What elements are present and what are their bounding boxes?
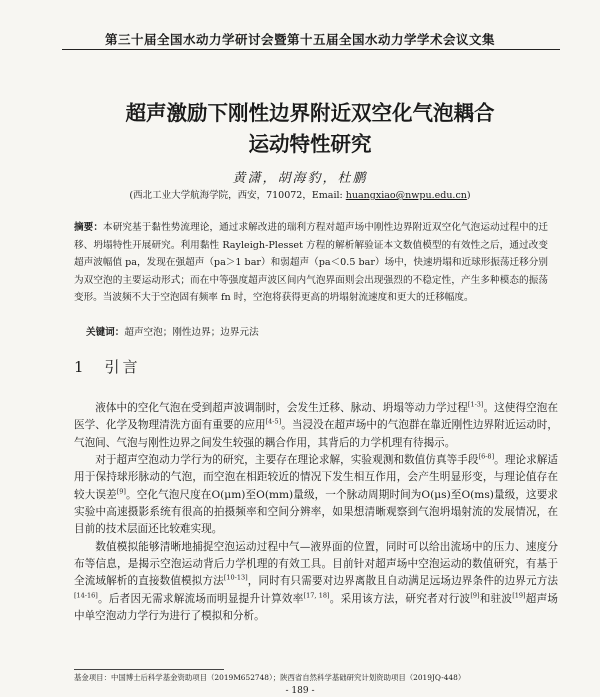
citation: [4-5]: [265, 417, 282, 426]
footnote-rule: [74, 669, 224, 670]
abstract-label: 摘要：: [74, 222, 104, 233]
citation: [1-3]: [467, 400, 484, 409]
affiliation-text: (西北工业大学航海学院，西安，710072，Email:: [129, 190, 343, 201]
citation: [9]: [116, 487, 126, 496]
paragraph-1: [74, 400, 558, 452]
footnote: 基金项目：中国博士后科学基金资助项目（2019M652748）；陕西省自然科学基础研究计划资助项目（2019JQ-448）: [74, 673, 466, 682]
running-header: 第三十届全国水动力学研讨会暨第十五届全国水动力学学术会议文集: [104, 32, 495, 47]
email-link[interactable]: huangxiao@nwpu.edu.cn: [345, 190, 467, 201]
affiliation: [0, 187, 600, 201]
p3-text-e: 和驻波: [479, 592, 513, 605]
page-number: - 189 -: [285, 686, 315, 696]
citation: [9]: [470, 591, 480, 600]
keywords-text: 超声空泡；刚性边界；边界元法: [124, 327, 259, 338]
citation: [19]: [512, 591, 526, 600]
p3-text-d: 。采用该方法，研究者对行波: [329, 592, 471, 605]
title-line-2: 运动特性研究: [248, 132, 372, 156]
citation: [10-13]: [223, 573, 248, 582]
abstract-text: 本研究基于黏性势流理论，通过求解改进的瑞利方程对超声场中刚性边界附近双空化气泡运动过程中的迁移、坍塌特性开展研究。利用黏性 Rayleigh-Plesset 方程的解析解验证本文数值模型的有效性之后，通过改变超声波幅值 pa，发现在强超声（pa＞1 bar）和弱超声（pa＜0.5 bar）场中，快速坍塌和近球形振荡迁移分别为双空泡的主要运动形式；而在中等强度超声波区间内气泡界面则会出现强烈的不稳定性，产生多种模态的振荡变形。当波频不大于空泡固有频率 fn 时，空泡将获得更高的坍塌射流速度和更大的迁移幅度。: [74, 222, 549, 304]
abstract: [74, 219, 548, 307]
p2-text-a: 对于超声空泡动力学行为的研究，主要存在理论求解，实验观测和数值仿真等手段: [95, 454, 479, 467]
affiliation-end: ): [466, 190, 471, 201]
p1-text-a: 液体中的空化气泡在受到超声波调制时，会发生迁移、脉动、坍塌等动力学过程: [95, 402, 468, 414]
body-text: [74, 400, 558, 625]
paragraph-3: [74, 539, 558, 626]
paper-title: [60, 98, 560, 160]
keywords-label: 关键词：: [86, 327, 125, 338]
p1-text-b: 。这使得空泡在医学、化学及物理清洗方面有重要的应用: [74, 402, 558, 432]
p2-text-b: 。理论求解适用于保持球形脉动的气泡，而空泡在相距较近的情况下发生相互作用，会产生明显形变，与理论值存在较大误差: [74, 454, 559, 501]
section-heading: 1 引言: [74, 358, 141, 376]
citation: [17, 18]: [303, 591, 330, 600]
citation: [14-16]: [74, 591, 98, 600]
p3-text-b: ，同时有只需要对边界离散且自动满足远场边界条件的边界元方法: [247, 575, 558, 588]
p3-text-f: 超声场中单空泡动力学行为进行了模拟和分析。: [74, 592, 559, 623]
header-rule: [62, 49, 560, 50]
p3-text-a: 数值模拟能够清晰地捕捉空泡运动过程中气—液界面的位置，同时可以给出流场中的压力、速度分布等信息，是揭示空泡运动背后力学机理的有效工具。目前针对超声场中空泡运动的数值研究，有基于全流域解析的直接数值模拟方法: [74, 540, 558, 588]
keywords: [86, 324, 548, 338]
p3-text-c: 。后者因无需求解流场而明显提升计算效率: [97, 592, 304, 605]
authors: 黄潇，胡海豹，杜鹏: [232, 171, 368, 186]
title-line-1: 超声激励下刚性边界附近双空化气泡耦合: [125, 101, 495, 125]
p2-text-c: 。空化气泡尺度在O(μm)至O(mm)量级，一个脉动周期时间为O(μs)至O(ms)量级，这要求实验中高速摄影系统有很高的拍摄频率和空间分辨率，如果想清晰观察到气泡坍塌射流的发展情况，在目前的技术层面还比较难实现。: [74, 488, 558, 536]
paragraph-2: [74, 452, 558, 539]
citation: [6-8]: [478, 452, 495, 461]
p1-text-c: 。当浸没在超声场中的气泡群在靠近刚性边界附近运动时，气泡间、气泡与刚性边界之间发生较强的耦合作用，其背后的力学机理有待揭示。: [74, 419, 558, 449]
